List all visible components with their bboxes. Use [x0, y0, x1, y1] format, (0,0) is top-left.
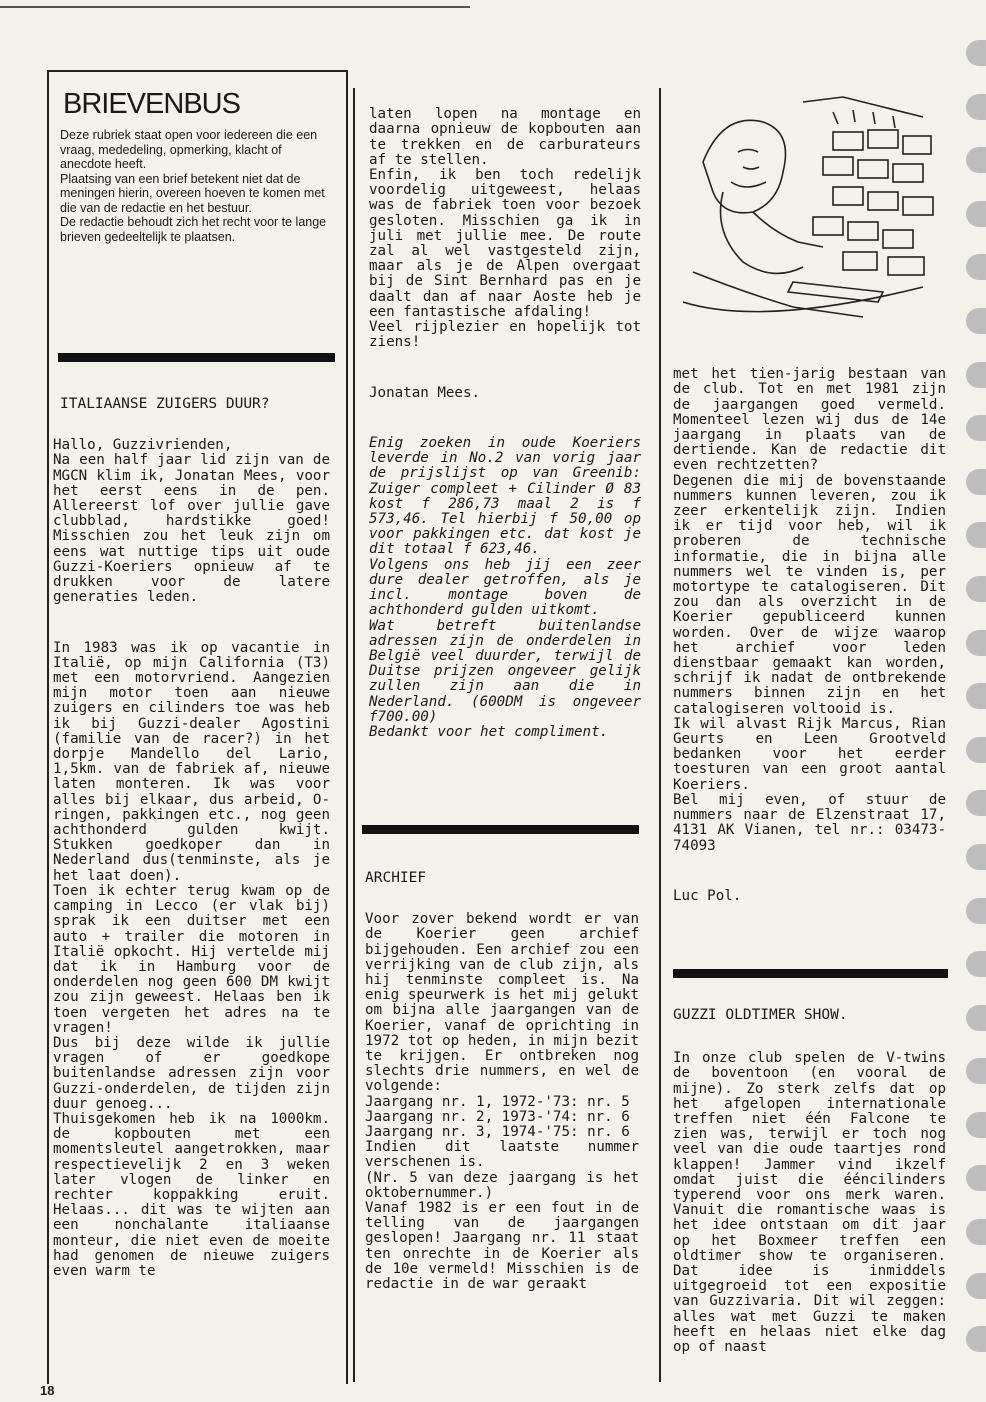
article-body-continued: [369, 92, 641, 763]
binder-hole: [966, 1273, 986, 1299]
article-paragraph: laten lopen na montage en daarna opnieuw de kopbouten aan te trekken en de carburateurs af te stellen. Enfin, ik ben toch redelijk voordelig uitgeweest, helaas was de fabriek toen voor bezoek gesloten. Misschien ga ik in juli met jullie mee. De route zal al wel vastgesteld zijn, maar als je de Alpen overgaat bij de Sint Bernhard pas en je daalt dan af naar Aoste heb je een fantastische afdaling! Veel rijplezier en hopelijk tot ziens!: [369, 106, 641, 351]
binder-hole: [966, 737, 986, 763]
article-paragraph: Voor zover bekend wordt er van de Koerier geen archief bijgehouden. Een archief zou een verrijking van de club zijn, als hij tenminste compleet is. Na enig speurwerk is het mij gelukt om bijna alle jaargangen van de Koerier, vanaf de oprichting in 1972 tot op heden, in mijn bezit te krijgen. Er ontbreken nog slechts drie nummers, en wel de volgende: Jaargang nr. 1, 1972-'73: nr. 5 Jaargang nr. 2, 1973-'74: nr. 6 Jaargang nr. 3, 1974-'75: nr. 6 Indien dit laatste nummer verschenen is. (Nr. 5 van deze jaargang is het oktobernummer.) Vanaf 1982 is er een fout in de telling van de jaargangen geslopen! Jaargang nr. 11 staat ten onrechte in de Koerier als de 10e vermeld! Misschien is de redactie in de war geraakt: [365, 911, 639, 1293]
page-title: BRIEVENBUS: [63, 88, 240, 120]
intro-paragraph: Plaatsing van een brief betekent niet dat de meningen hierin, overeen hoeven te komen met die van de redactie en het bestuur.: [60, 171, 325, 215]
binder-hole: [966, 576, 986, 602]
article-paragraph: In onze club spelen de V-twins de boventoon (en vooral de mijne). Zo sterk zelfs dat op het afgelopen internationale treffen niet één Falcone te zien was, terwijl er toch nog veel van die oude taartjes rond klappen! Jammer vind ikzelf omdat juist die ééncilinders typerend voor ons merk waren. Vanuit die romantische waas is het idee ontstaan om dit jaar op het Boxmeer treffen een oldtimer show te organiseren. Dat idee is inmiddels uitgegroeid tot een expositie van Guzzivaria. Dit wil zeggen: alles wat met Guzzi te maken heeft en helaas niet elke dag op of naast: [673, 1050, 946, 1356]
binder-holes: [966, 40, 986, 1380]
binder-hole: [966, 362, 986, 388]
binder-hole: [966, 1005, 986, 1031]
binder-hole: [966, 522, 986, 548]
binder-hole: [966, 147, 986, 173]
editor-reply: Enig zoeken in oude Koeriers leverde in No.2 van vorig jaar de prijslijst op van Greenib: Zuiger compleet + Cilinder Ø 83 kost f 286,73 maal 2 is f 573,46. Tel hierbij f 50,00 op voor pakkingen etc. dat kost je dit totaal f 623,46. Volgens ons heb jij een zeer dure dealer getroffen, als je incl. montage boven de achthonderd gulden uitkomt. Wat betreft buitenlandse adressen zijn de onderdelen in België veel duurder, terwijl de Duitse prijzen ongeveer gelijk zullen zijn aan die in Nederland. (600DM is ongeveer f700.00) Bedankt voor het compliment.: [369, 435, 641, 740]
article-paragraph: In 1983 was ik op vacantie in Italië, op mijn California (T3) met een motorvriend. Aangezien mijn motor toen aan nieuwe zuigers en cilinders toe was heb ik bij Guzzi-dealer Agostini (familie van de racer?) in het dorpje Mandello del Lario, 1,5km. van de fabriek af, nieuwe laten monteren. Ik was voor alles bij elkaar, dus arbeid, O-ringen, pakkingen etc., nog geen achthonderd gulden kwijt. Stukken goedkoper dan in Nederland dus(tenminste, als je het laat doen). Toen ik echter terug kwam op de camping in Lecco (er vlak bij) sprak ik een duitser met een auto + trailer die motoren in Italië opkocht. Hij vertelde mij dat ik in Hamburg voor de onderdelen nog geen 600 DM kwijt zou zijn geweest. Helaas ben ik toen vergeten het adres na te vragen! Dus bij deze wilde ik jullie vragen of er goedkope buitenlandse adressen zijn voor Guzzi-onderdelen, de tijden zijn duur genoeg... Thuisgekomen heb ik na 1000km. de kopbouten met een momentsleutel aangetrokken, maar respectievelijk 2 en 3 weken later vlogen de linker en rechter koppakking eruit. Helaas... dit was te wijten aan een nonchalante italiaanse monteur, die niet even de moeite had genomen de nieuwe zuigers even warm te: [53, 639, 330, 1279]
signature: Jonatan Mees.: [369, 384, 481, 401]
binder-hole: [966, 254, 986, 280]
top-rule: [0, 6, 470, 8]
binder-hole: [966, 844, 986, 870]
section-divider: [362, 825, 639, 834]
intro-paragraph: De redactie behoudt zich het recht voor te lange brieven gedeeltelijk te plaatsen.: [60, 215, 327, 244]
binder-hole: [966, 201, 986, 227]
section-divider: [673, 969, 948, 978]
article-heading: ITALIAANSE ZUIGERS DUUR?: [60, 396, 270, 412]
binder-hole: [966, 1112, 986, 1138]
signature: Luc Pol.: [673, 887, 742, 904]
binder-hole: [966, 683, 986, 709]
binder-hole: [966, 308, 986, 334]
binder-hole: [966, 94, 986, 120]
binder-hole: [966, 1326, 986, 1352]
article-heading: ARCHIEF: [365, 870, 427, 886]
binder-hole: [966, 469, 986, 495]
binder-hole: [966, 415, 986, 441]
binder-hole: [966, 951, 986, 977]
binder-hole: [966, 898, 986, 924]
binder-hole: [966, 1058, 986, 1084]
article-body: [53, 423, 330, 1302]
oldtimer-body: [673, 1036, 946, 1378]
article-paragraph: Hallo, Guzzivrienden, Na een half jaar lid zijn van de MGCN klim ik, Jonatan Mees, voor het eerst eens in de pen. Allereerst lof over jullie gave clubblad, hardstikke goed! Misschien zou het leuk zijn om eens wat nuttige tips uit oude Guzzi-Koeriers opnieuw af te drukken voor de latere generaties leden.: [53, 437, 330, 606]
binder-hole: [966, 1165, 986, 1191]
article-paragraph: met het tien-jarig bestaan van de club. Tot en met 1981 zijn de jaargangen goed vermeld. Momenteel lezen wij dus de 14e jaargang in plaats van de dertiende. Kan de redactie dit even rechtzetten? Degenen die mij de bovenstaande nummers kunnen leveren, zou ik zeer erkentelijk zijn. Indien ik er tijd voor heb, wil ik proberen de technische informatie, die in bijna alle nummers wel te vinden is, per motortype te catalogiseren. Dit zou dan als overzicht in de Koerier gepubliceerd kunnen worden. Over de wijze waarop het archief voor leden dienstbaar gemaakt kan worden, schrijf ik nadat de ontbrekende nummers binnen zijn en het catalogiseren voltooid is. Ik wil alvast Rijk Marcus, Rian Geurts en Leen Grootveld bedanken voor het eerder toesturen van een groot aantal Koeriers. Bel mij even, of stuur de nummers naar de Elzenstraat 17, 4131 AK Vianen, tel nr.: 03473-74093: [673, 366, 946, 854]
archive-body-continued: [673, 352, 946, 927]
binder-hole: [966, 1219, 986, 1245]
intro-paragraph: Deze rubriek staat open voor iedereen die een vraag, mededeling, opmerking, klacht of anecdote heeft.: [60, 128, 318, 171]
article-heading: GUZZI OLDTIMER SHOW.: [673, 1007, 848, 1023]
binder-hole: [966, 790, 986, 816]
archive-body: [365, 897, 639, 1315]
section-divider: [58, 353, 335, 362]
binder-hole: [966, 40, 986, 66]
illustration-man-with-archive-boxes: [683, 92, 945, 338]
binder-hole: [966, 630, 986, 656]
page-number: 18: [40, 1383, 55, 1398]
intro-text: [60, 128, 335, 244]
